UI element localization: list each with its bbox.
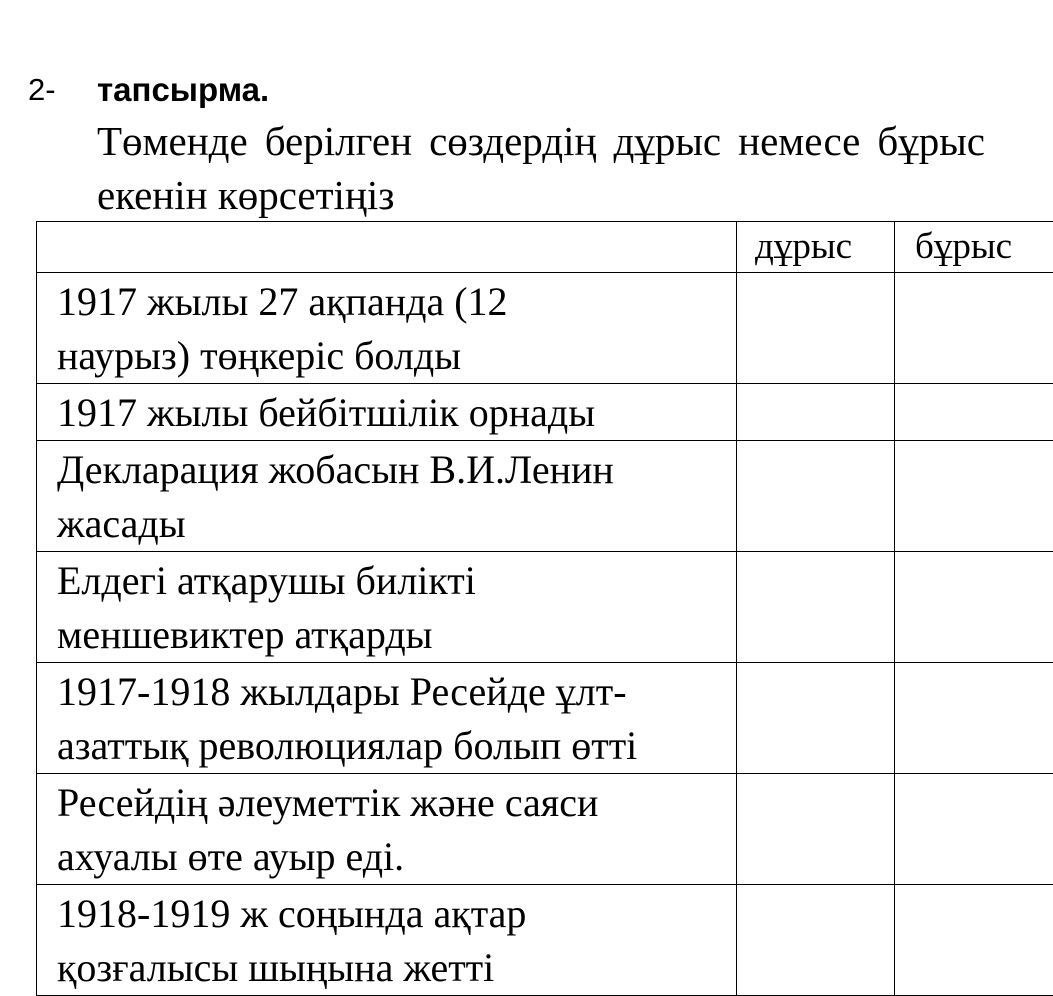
true-answer-cell[interactable] (737, 774, 895, 885)
table-row (37, 384, 1053, 441)
statement-cell: Елдегі атқарушы билікті меншевиктер атқарды (37, 552, 737, 663)
statement-cell: 1917 жылы 27 ақпанда (12 наурыз) төңкеріс болды (37, 273, 737, 384)
table-header-row (37, 222, 1053, 273)
true-answer-cell[interactable] (737, 552, 895, 663)
task-title: тапсырма. (97, 70, 269, 110)
table-row (37, 552, 1053, 663)
statement-cell: 1917-1918 жылдары Ресейде ұлт- азаттық революциялар болып өтті (37, 663, 737, 774)
false-answer-cell[interactable] (895, 774, 1053, 885)
false-answer-cell[interactable] (895, 552, 1053, 663)
table-row (37, 273, 1053, 384)
true-answer-cell[interactable] (737, 384, 895, 441)
header-true-label: дұрыс (737, 222, 895, 273)
statement-cell: 1917 жылы бейбітшілік орнады (37, 384, 737, 441)
header-false-label: бұрыс (895, 222, 1053, 273)
false-answer-cell[interactable] (895, 885, 1053, 996)
answer-table (36, 221, 1053, 996)
table-row (37, 774, 1053, 885)
false-answer-cell[interactable] (895, 441, 1053, 552)
table-row (37, 441, 1053, 552)
true-answer-cell[interactable] (737, 885, 895, 996)
false-answer-cell[interactable] (895, 384, 1053, 441)
table-row (37, 885, 1053, 996)
task-instruction: Төменде берілген сөздердің дұрыс немесе бұрыс екенін көрсетіңіз (97, 114, 985, 222)
true-answer-cell[interactable] (737, 273, 895, 384)
true-answer-cell[interactable] (737, 663, 895, 774)
false-answer-cell[interactable] (895, 273, 1053, 384)
false-answer-cell[interactable] (895, 663, 1053, 774)
statement-cell: 1918-1919 ж соңында ақтар қозғалысы шыңына жетті (37, 885, 737, 996)
task-number: 2- (28, 70, 56, 110)
statement-cell: Декларация жобасын В.И.Ленин жасады (37, 441, 737, 552)
statement-cell: Ресейдің әлеуметтік және саяси ахуалы өте ауыр еді. (37, 774, 737, 885)
table-row (37, 663, 1053, 774)
true-answer-cell[interactable] (737, 441, 895, 552)
header-statement-cell (37, 222, 737, 273)
